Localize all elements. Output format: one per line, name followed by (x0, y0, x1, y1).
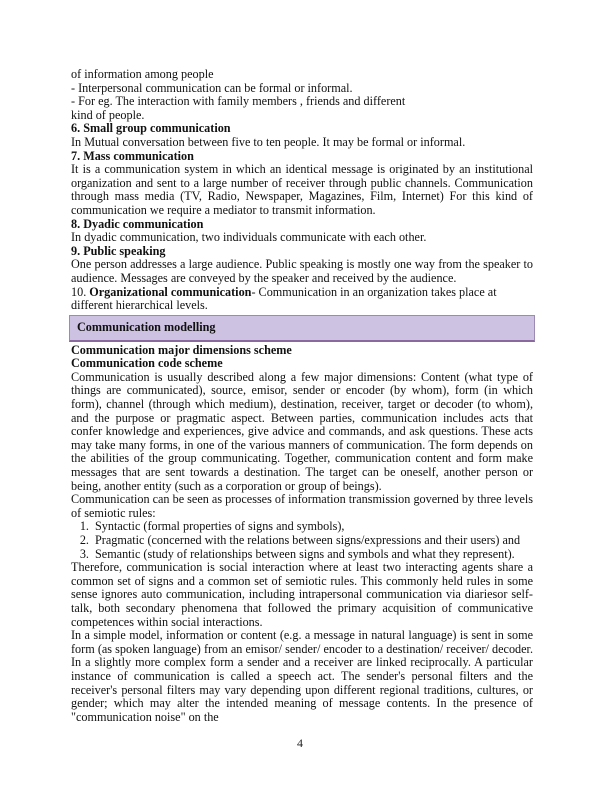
paragraph: In a simple model, information or content (e.g. a message in natural language) is sent in some form (as spoken language) from an emisor/ sender/ encoder to a destination/ receiver/ decoder. In a slightly more complex form a sender and a receiver are linked reciprocally. A particular instance of communication is called a speech act. The sender's personal filters and the receiver's personal filters may vary depending upon different regional traditions, cultures, or gender; which may alter the intended meaning of message contents. In the presence of "communication noise" on the (71, 628, 533, 724)
intro-line: - Interpersonal communication can be formal or informal. (71, 80, 353, 95)
paragraph: Communication is usually described along a few major dimensions: Content (what type of things are communicated), source, emisor, sender or encoder (by whom), form (in which form), channel (through which medium), destination, receiver, target or decoder (to whom), and the purpose or pragmatic aspect. Between parties, communication includes acts that confer knowledge and experiences, give advice and commands, and ask questions. These acts may take many forms, in one of the various manners of communication. The form depends on the abilities of the group communicating. Together, communication content and form make messages that are sent towards a destination. The target can be oneself, another person or being, another entity (such as a corporation or group of beings). (71, 369, 533, 493)
intro-line: kind of people. (71, 107, 145, 122)
page-number: 4 (297, 736, 303, 750)
section-heading: 6. Small group communication (71, 121, 231, 136)
section-header-box (69, 315, 535, 342)
subheading: Communication major dimensions scheme (71, 342, 292, 357)
list-item: 1. Syntactic (formal properties of signs and symbols), (92, 520, 533, 534)
section-body: In dyadic communication, two individuals communicate with each other. (71, 230, 427, 245)
list-item: 3. Semantic (study of relationships between signs and symbols and what they represent). (92, 548, 533, 562)
section-10-heading: Organizational communication (89, 284, 252, 299)
section-body: One person addresses a large audience. Public speaking is mostly one way from the speaker to audience. Messages are conveyed by the speaker and received by the audience. (71, 257, 533, 285)
paragraph: Therefore, communication is social interaction where at least two interacting agents share a common set of signs and a common set of semiotic rules. This commonly held rules in some sense ignores auto communication, including intrapersonal communication via diariesor self-talk, both secondary phenomena that followed the primary acquisition of communicative competences within social interactions. (71, 560, 533, 629)
section-body: In Mutual conversation between five to ten people. It may be formal or informal. (71, 134, 466, 149)
paragraph: Communication can be seen as processes of information transmission governed by three levels of semiotic rules: (71, 492, 533, 520)
section-10 (71, 286, 533, 313)
subheading: Communication code scheme (71, 356, 223, 371)
box-heading: Communication modelling (77, 319, 216, 334)
document-page (71, 68, 533, 724)
list-item: 2. Pragmatic (concerned with the relations between signs/expressions and their users) and (92, 534, 533, 548)
intro-line: - For eg. The interaction with family members , friends and different (71, 94, 406, 109)
intro-line: of information among people (71, 67, 214, 81)
semiotic-rules-list (71, 520, 533, 561)
section-heading: 7. Mass communication (71, 148, 194, 163)
section-10-number: 10. (71, 284, 90, 299)
section-heading: 8. Dyadic communication (71, 216, 204, 231)
section-10-body: - Communication in an organization takes place at different hierarchical levels. (71, 284, 497, 313)
section-body: It is a communication system in which an identical message is originated by an institutional organization and sent to a large number of receiver through public channels. Communication through mass media (TV, Radio, Newspaper, Magazines, Film, Internet) For this kind of communication we require a mediator to transmit information. (71, 162, 533, 217)
section-heading: 9. Public speaking (71, 243, 166, 258)
